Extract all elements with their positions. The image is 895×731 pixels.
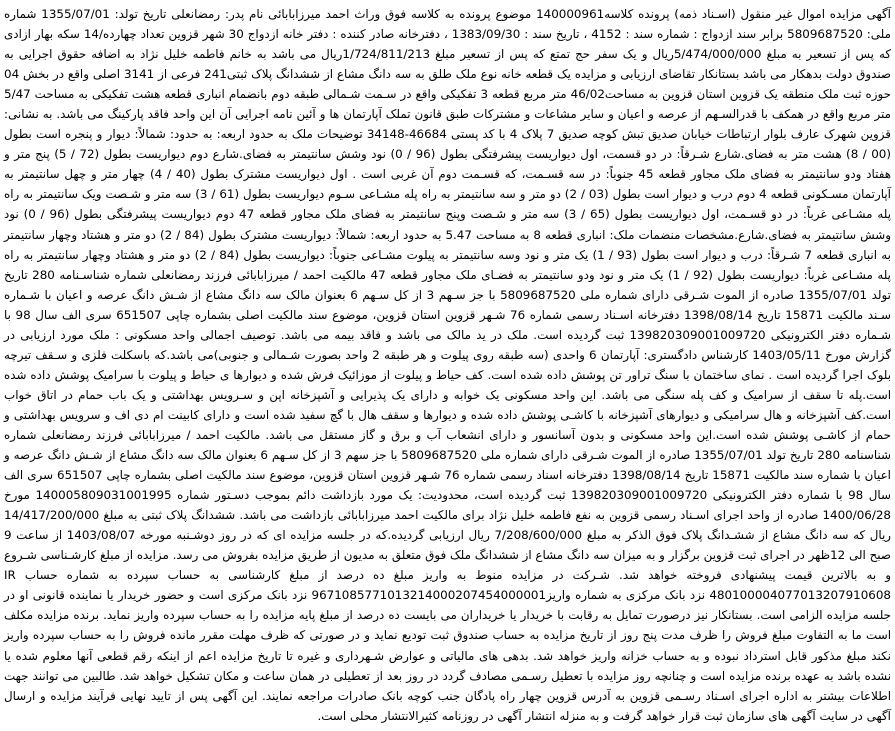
auction-notice-body: آگهی مزایده اموال غیر منقول (اسـناد ذمه) پرونده کلاسه140000961 موضوع پرونده به کلاسه فوق وراث احمد میرزابابائی نام پدر: رمضانعلی تاریخ تولد: 1355/07/01 شماره ملی: 5809687520 برابر سند ازدواج : شماره سند : 4152 ، تاریخ سند : 1383/09/30 ، دفترخانه صادر کننده : دفتر خانه ازدواج 30 شهر قزوین تعداد چهارده/14 سکه بهار ازادی که پس از تسعیر به مبلغ 5/474/000/000ریال و یک سفر حج تمتع که پس از تسعیر مبلغ 1/724/811/213ریال می باشد به خانم فاطمه خلیل نژاد به اضافه حقوق اجرایی به صندوق دولت بدهکار می باشد بستانکار تقاضای ارزیابی و مزایده یک قطعه خانه نوع ملک طلق به سه دانگ مشاع از ششدانگ پلاک ثبتی241 فرعی از 3141 اصلی واقع در بخش 04 حوزه ثبت ملک منطقه یک قزوین استان قزوین به مساحت46/02 متر مربع قطعه 3 تفکیکی واقع در سـمت شـمالی طبقه دوم بانضمام انباری قطعه هشت تفکیکی به مساحت 5/47 متر مربع واقع در همکف با قدرالسـهم از عرصه و اعیان و سایر مشاعات و مشترکات طبق قانون تملک آپارتمان ها و آئین نامه اجرایی آن این واحد فاقد پارکینگ می باشد. به نشانی: قزوین شهرک عارف بلوار ارتباطات خیابان صدیق تبش کوچه صدیق 7 پلاک 4 با کد پستی 46684-34148 توضیحات ملک به حدود اربعه: به حدود: شمالاً: دیوار و پنجره است بطول (00 / 8) هشت متر به فضای.شارع شـرقاً: در دو قسمت، اول دیواریست پیشرفتگی بطول (96 / 0) نود وشش سانتیمتر به فضای.شارع دوم دیواریست بطول (72 / 5) پنج متر و هفتاد ودو سانتیمتر به فضای ملک مجاور قطعه 45 جنوباً: در سه قسـمت، که قسـمت دوم آن غربی است . اول دیواریست مشترک بطول (40 / 4) چهار متر و چهل سانتیمتر به آپارتمان مسـکونی قطعه 4 دوم درب و دیوار است بطول (03 / 2) دو متر و سه سانتیمتر به راه پله مشـاعی سـوم دیواریست بطول (61 / 3) سه متر و شـصت ویک سانتیمتر به راه پله مشـاعی غرباً: در دو قسـمت، اول دیواریست بطول (65 / 3) سه متر و شـصت وپنج سانتیمتر به فضای ملک مجاور قطعه 47 دوم دیواریست پیشرفتگی بطول (96 / 0) نود وشش سانتیمتر به فضای.شارع.مشخصات منضمات ملک: انباری قطعه 8 به مساحت 5.47 به حدود اربعه: شمالاً: دیواریست مشترک بطول (84 / 2) دو متر و هشتاد وچهار سانتیمتر به انباری قطعه 7 شـرقاً: درب و دیوار است بطول (93 / 1) یک متر و نود وسه سانتیمتر به پیلوت مشـاعی جنوباً: دیواریست بطول (84 / 2) دو متر و هشتاد وچهار سانتیمتر به راه پله مشـاعی غرباً: دیواریست بطول (92 / 1) یک متر و نود ودو سانتیمتر به فضـای ملک مجاور قطعه 47 مالکیت احمد / میرزابابائی فرزند رمضانعلی شماره شناسـنامه 280 تاریخ تولد 1355/07/01 صادره از الموت شـرقی دارای شماره ملی 5809687520 با جز سـهم 3 از کل سـهم 6 بعنوان مالک سه دانگ مشاع از شـش دانگ عرصه و اعیان با شـماره سـند مالکیت 15871 تاریخ 1398/08/14 دفترخانه اسـناد رسمی شماره 76 شـهر قزوین استان قزوین، موضوع سند مالکیت اصلی بشماره چاپی 651507 سری الف سال 98 با شـماره دفتر الکترونیکی 139820309001009720 ثبت گردیده است. ملک در ید مالک می باشد و فاقد بیمه می باشد. توصیف اجمالی واحد مسکونی : ملک مورد ارزیابی در گزارش مورخ 1403/05/11 کارشناس دادگستری: آپارتمان 6 واحدی (سه طبقه روی پیلوت و هر طبقه 2 واحد بصورت شـمالی و جنوبی)می باشد.که باسکلت فلزی و سـقف تیرچه بلوک اجرا گردیده است . نمای ساختمان با سنگ تراور تن پوشش داده شده است. کف حیاط و پیلوت از موزائیک فرش شده و دیوارها ی حیاط و پیلوت با سرامیک پوشش داده شده است.پله تا سقف از سرامیک و کف پله سنگی می باشد. این واحد مسکونی یک خوابه و دارای یک پذیرایی و آشپزخانه اپن و سـرویس بهداشتی و یک باب حمام در اتاق خواب است.کف آشپزخانه و هال سرامیکی و دیوارهای آشپزخانه با کاشـی پوشش داده شده و دیوارها و سقف هال با گچ سفید شده است و دارای کابینت ام دی اف و سرویس بهداشتی و حمام از کاشـی پوشش شده است.این واحد مسکونی و بدون آسانسور و دارای انشعاب آب و برق و گاز مستقل می باشد. مالکیت احمد / میرزابابائی فرزند رمضانعلی شماره شناسنامه 280 تاریخ تولد 1355/07/01 صادره از الموت شـرقی دارای شماره ملی 5809687520 با جز سهم 3 از کل سـهم 6 بعنوان مالک سه دانگ مشاع از شـش دانگ عرصه و اعیان با شماره سند مالکیت 15871 تاریخ 1398/08/14 دفترخانه اسناد رسمی شماره 76 شـهر قزوین استان قزوین، موضوع سند مالکیت اصلی بشماره چاپی 651507 سری الف سال 98 با شماره دفتر الکترونیکی 139820309001009720 ثبت گردیده است، محدودیت: یک مورد بازداشت دائم بموجب دسـتور شماره 140005809031001995 مورخ 1400/06/28 صادره از واحد اجرای اسـناد رسمی قزوین به نفع فاطمه خلیل نژاد برای مالکیت احمد میرزابابائی بازداشت می باشد. ششدانگ پلاک ثبتی به مبلغ 14/417/200/000 ریال که سه دانگ مشاع از ششـدانگ پلاک فوق الذکر به مبلغ 7/208/600/000 ریال ارزیابی گردیده.که در جلسه مزایده ای که در روز دوشـنبه مورخه 1403/08/07 از ساعت 9 صبح الی 12ظهر در اجرای ثبت قزوین برگزار و به میزان سه دانگ مشاع از ششدانگ ملک فوق متعلق به مدیون از طریق مزایده بفروش می رسد. مزایده از مبلغ کارشـناسی شـروع و به بالاترین قیمت پیشنهادی فروخته خواهد شد. شـرکت در مزایده منوط به واریز مبلغ ده درصد از مبلغ کارشناسی به حساب سپرده به شماره حساب IR 480100004077013207910608 نزد بانک مرکزی به شماره واریز9671085771013214000207454000001 نزد بانک مرکزی است و حضور خریدار یا نماینده قانونی او در جلسه مزایده الزامی است. بستانکار نیز درصورت تمایل به رقابت با خریدار یا خریداران می بایست ده درصد از مبلغ پایه مزایده را به حساب سپرده واریز نماید. برنده مزایده مکلف است ما به التفاوت مبلغ فروش را ظرف مدت پنج روز از تاریخ مزایده به حساب صندوق ثبت تودیع نماید و در صورتی که ظرف مهلت مقرر مانده فروش را به حساب سپرده واریز نکند مبلغ مذکور قابل استرداد نبوده و به حساب خزانه واریز خواهد شد. بدهی های مالیاتی و عوارض شـهرداری و غیره تا تاریخ مزایده اعم از اینکه رقم قطعی آنها معلوم شده یا نشده باشد به عهده برنده مزایده است و چنانچه روز مزایده با تعطیل رسـمی مصادف گردد در روز بعد از تعطیلی در همان ساعت و مکان تشکیل خواهد شد. طالبین می توانند جهت اطلاعات بیشتر به اداره اجرای اسـناد رسـمی قزوین به آدرس قزوین چهار راه پادگان جنب کوچه بانک صادرات مراجعه نمایند. این آگهی پس از تایید نهایی فرآیند مزایده و ارسال آگهی در سایت آگهی های سازمان ثبت قرار خواهد گرفت و به منزله انتشار آگهی در روزنامه کثیرالانتشار محلی است. xyxy=(4,7,892,723)
